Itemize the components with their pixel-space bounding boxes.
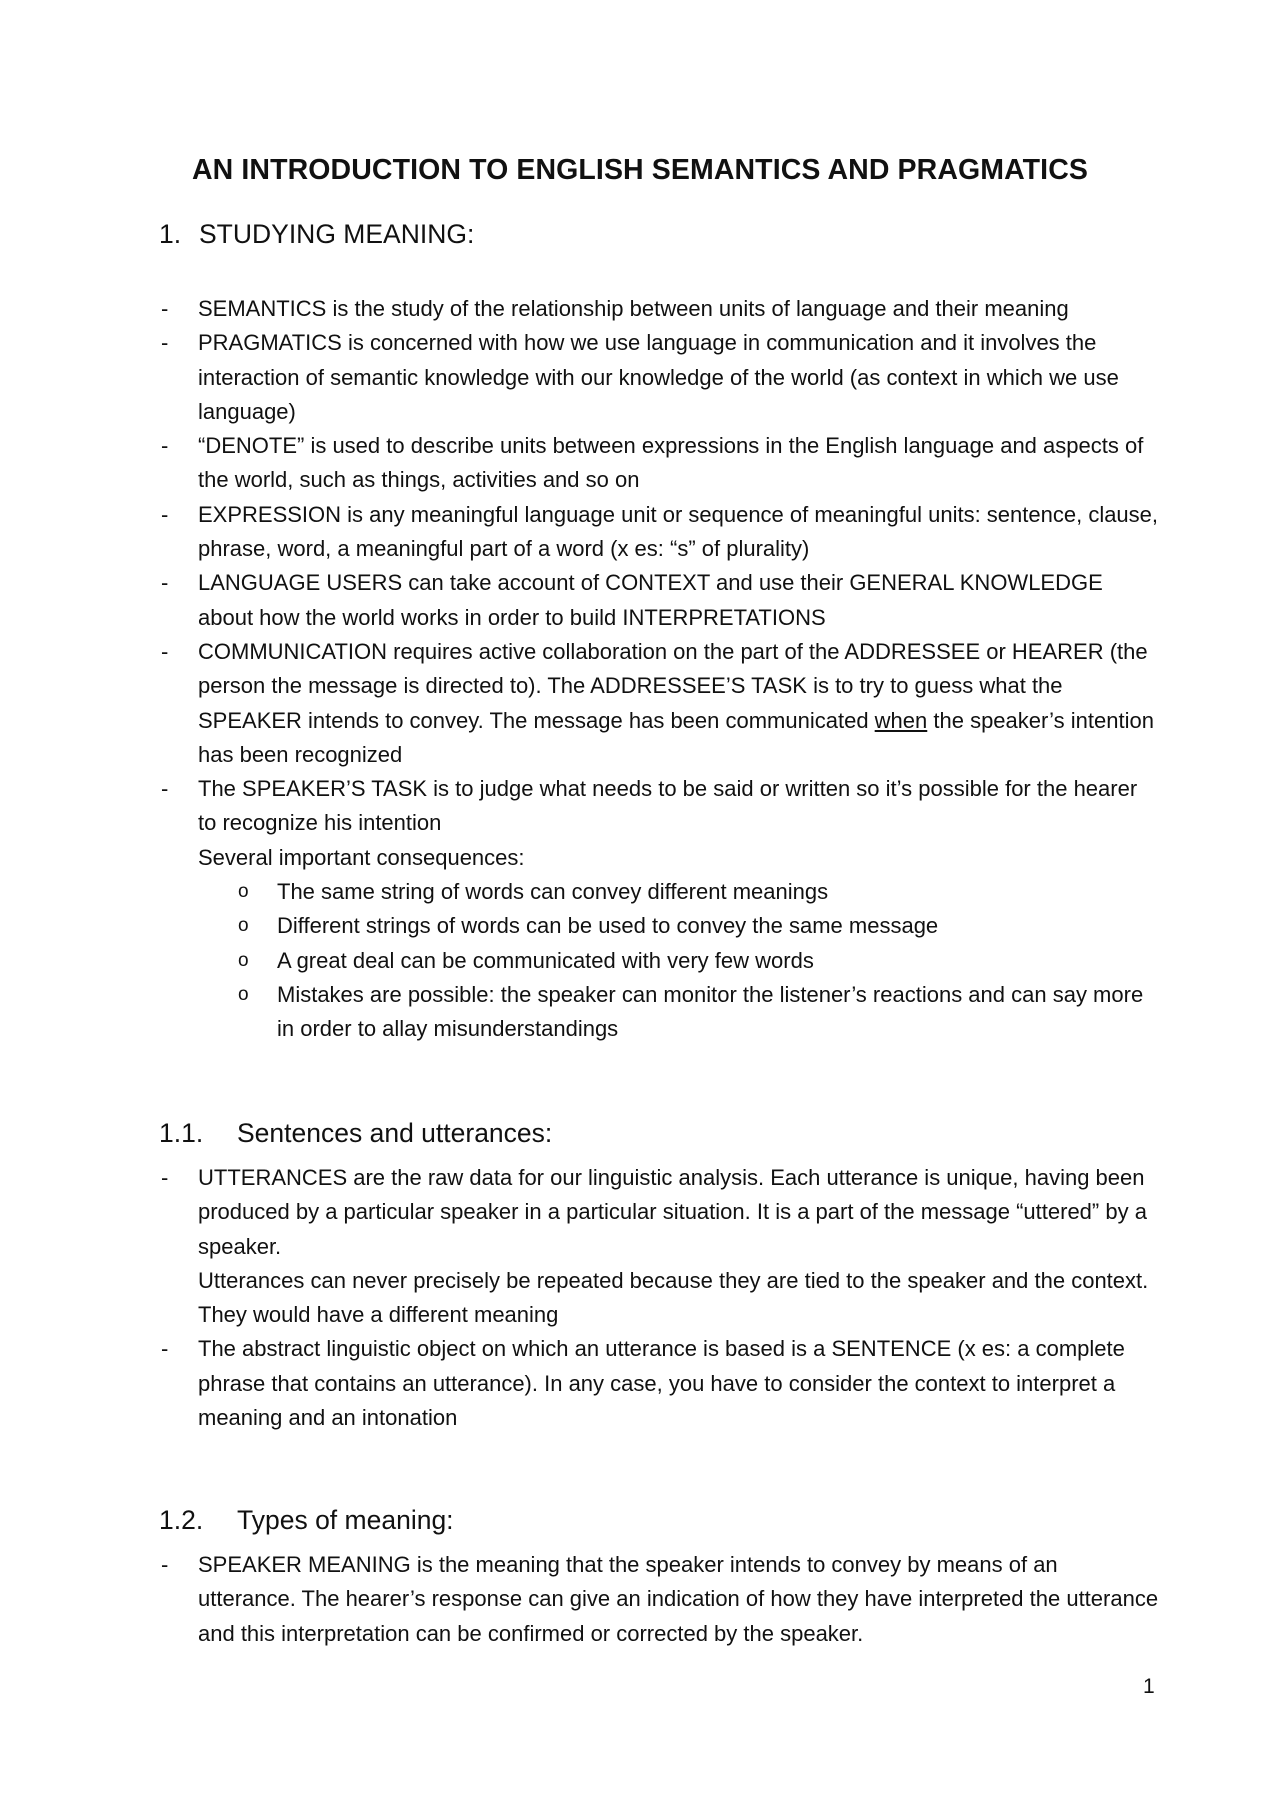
list-item-text: EXPRESSION is any meaningful language unit or sequence of meaningful units: sentence, clause, phrase, word, a meaningful part of a word (x es: “s” of plurality) [198,501,1159,562]
section-1-2-body [159,1548,1159,1651]
dash-marker: - [161,570,169,596]
circle-bullet-icon: o [238,983,249,1005]
list-item-text: LANGUAGE USERS can take account of CONTEXT and use their GENERAL KNOWLEDGE about how the world works in order to build INTERPRETATIONS [198,570,1103,630]
dash-marker: - [161,296,169,321]
paragraph: Utterances can never precisely be repeated because they are tied to the speaker and the context. They would have a different meaning [198,1267,1149,1328]
sub-list-item [159,978,1159,1047]
dash-marker: - [161,1336,169,1362]
list-item-text: “DENOTE” is used to describe units between expressions in the English language and aspects of the world, such as things, activities and so on [198,433,1144,493]
dash-marker: - [161,638,169,664]
list-item-text: SEMANTICS is the study of the relationship between units of language and their meaning [198,296,1069,321]
section-1-body [159,292,1159,1047]
list-item-text: PRAGMATICS is concerned with how we use language in communication and it involves the interaction of semantic knowledge with our knowledge of the world (as context in which we use language) [198,330,1119,424]
list-item-text: COMMUNICATION requires active collaboration on the part of the ADDRESSEE or HEARER (the person the message is directed to). The ADDRESSEE’S TASK is to try to guess what the SPEAKER intends to convey. The message has been communicated [198,638,1148,733]
section-1-2-heading [159,1505,454,1536]
section-title: STUDYING MEANING: [199,219,475,249]
sub-list-item [159,944,1159,978]
sub-list-item-text: Different strings of words can be used to convey the same message [277,913,939,939]
dash-marker: - [161,776,169,802]
circle-bullet-icon: o [238,915,249,937]
sub-list-item [159,909,1159,943]
section-number: 1.2. [159,1505,204,1535]
underlined-word: when [874,707,928,733]
list-item [159,566,1159,635]
list-item-text: The abstract linguistic object on which an utterance is based is a SENTENCE (x es: a complete phrase that contains an utterance). In any case, you have to consider the context to interpret a meaning and an intonation [198,1336,1125,1431]
section-title: Sentences and utterances: [237,1118,553,1148]
list-item-text: UTTERANCES are the raw data for our linguistic analysis. Each utterance is unique, having been produced by a particular speaker in a particular situation. It is a part of the message “uttered” by a speaker. [198,1165,1147,1259]
section-title: Types of meaning: [237,1505,454,1535]
circle-bullet-icon: o [238,949,249,971]
list-item [159,498,1159,567]
page-title: AN INTRODUCTION TO ENGLISH SEMANTICS AND PRAGMATICS [192,154,1088,186]
sub-list-item-text: The same string of words can convey different meanings [277,879,829,905]
consequences-intro: Several important consequences: [198,844,525,870]
section-number: 1.1. [159,1118,204,1148]
dash-marker: - [161,1552,169,1577]
dash-marker: - [161,433,169,459]
list-item-text: the speaker’s intention has been recognized [198,707,1154,767]
sub-list-item-text: A great deal can be communicated with very few words [277,947,814,973]
sub-list-item [159,875,1159,909]
list-item [159,1161,1159,1264]
circle-bullet-icon: o [238,881,249,903]
list-item [159,429,1159,498]
dash-marker: - [161,501,169,527]
list-item-text: The SPEAKER’S TASK is to judge what needs to be said or written so it’s possible for the hearer to recognize his intention [198,776,1138,836]
list-item-communication [159,635,1159,772]
section-1-1-body [159,1161,1159,1435]
list-item [159,326,1159,429]
list-item [159,1332,1159,1435]
section-1-heading [159,219,474,250]
dash-marker: - [161,330,169,356]
section-1-1-heading [159,1118,552,1149]
list-item-text: SPEAKER MEANING is the meaning that the speaker intends to convey by means of an utterance. The hearer’s response can give an indication of how they have interpreted the utterance and this interpretation can be confirmed or corrected by the speaker. [198,1552,1159,1646]
sub-list-item-text: Mistakes are possible: the speaker can monitor the listener’s reactions and can say more in order to allay misunderstandings [277,981,1144,1042]
dash-marker: - [161,1165,169,1190]
list-item [159,1548,1159,1651]
page-number: 1 [1143,1675,1155,1698]
list-item [159,772,1159,841]
list-item [159,292,1159,326]
section-number: 1. [159,219,182,249]
